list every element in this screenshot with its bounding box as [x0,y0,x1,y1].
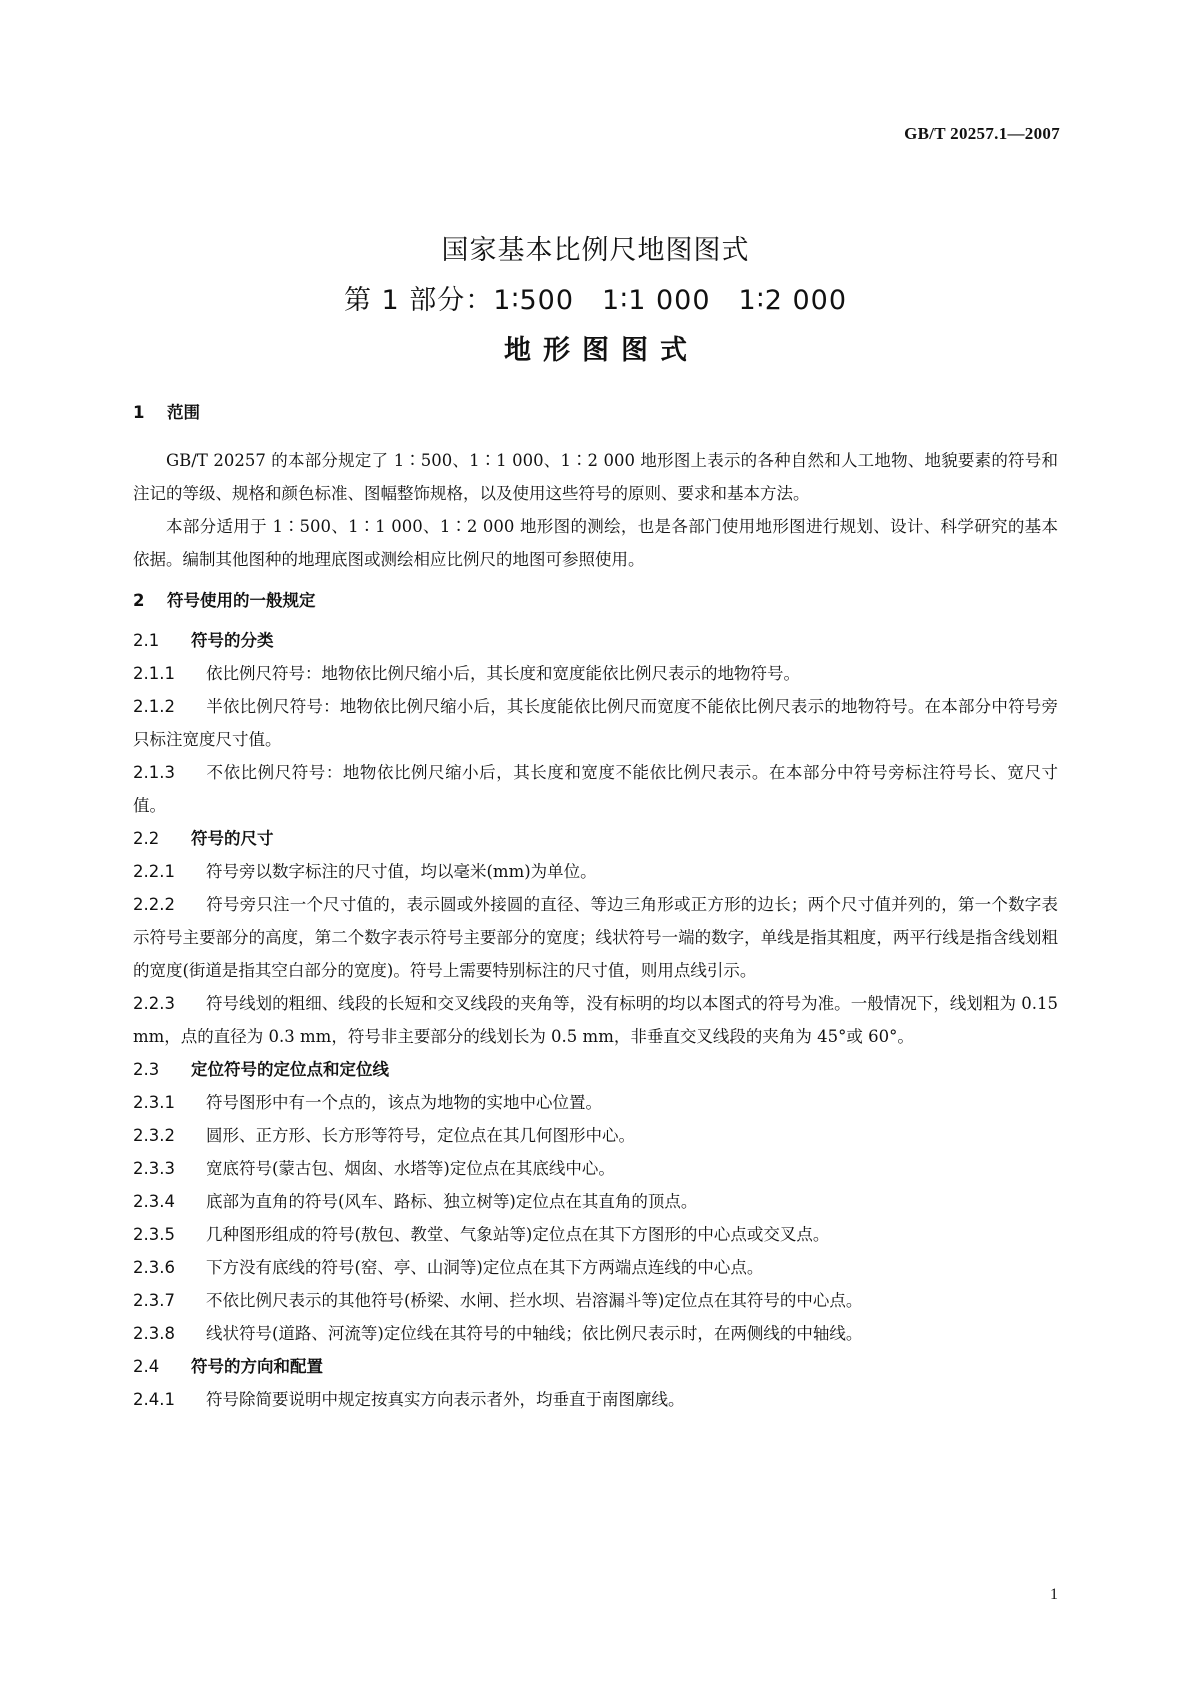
clause-text: 几种图形组成的符号(敖包、教堂、气象站等)定位点在其下方图形的中心点或交叉点。 [206,1225,830,1244]
subsection-heading [133,1053,1058,1086]
clause-item [133,888,1058,987]
section-2-number: 2 [133,591,145,610]
clause-item [133,1185,1058,1218]
subsection-title: 符号的分类 [191,631,274,650]
clause-item [133,1218,1058,1251]
clause-text: 底部为直角的符号(风车、路标、独立树等)定位点在其直角的顶点。 [206,1192,698,1211]
clause-number: 2.3.6 [133,1258,175,1277]
section-1-paragraph-1: GB/T 20257 的本部分规定了 1∶500、1∶1 000、1∶2 000 地形图上表示的各种自然和人工地物、地貌要素的符号和注记的等级、规格和颜色标准、图幅整饰规格，以及使用这些符号的原则、要求和基本方法。 [133,451,1058,503]
clause-number: 2.2.1 [133,862,175,881]
clause-number: 2.3.8 [133,1324,175,1343]
clause-text: 线状符号(道路、河流等)定位线在其符号的中轴线；依比例尺表示时，在两侧线的中轴线。 [206,1324,863,1343]
clause-text: 符号旁以数字标注的尺寸值，均以毫米(mm)为单位。 [206,862,597,881]
clause-number: 2.1.1 [133,664,175,683]
clause-item [133,1383,1058,1416]
clause-item [133,1251,1058,1284]
clause-number: 2.3.4 [133,1192,175,1211]
clause-item [133,1152,1058,1185]
clause-text: 宽底符号(蒙古包、烟囱、水塔等)定位点在其底线中心。 [206,1159,615,1178]
clause-number: 2.1.3 [133,763,175,782]
clause-item [133,1317,1058,1350]
clause-item [133,855,1058,888]
clause-text: 符号图形中有一个点的，该点为地物的实地中心位置。 [206,1093,602,1112]
clause-number: 2.3.5 [133,1225,175,1244]
section-2-heading [133,588,1058,614]
subsection-heading [133,1350,1058,1383]
clause-text: 不依比例尺表示的其他符号(桥梁、水闸、拦水坝、岩溶漏斗等)定位点在其符号的中心点。 [206,1291,863,1310]
title-line-2: 第 1 部分：1∶500 1∶1 000 1∶2 000 [343,285,848,316]
subsection-number: 2.3 [133,1060,160,1079]
clause-text: 圆形、正方形、长方形等符号，定位点在其几何图形中心。 [206,1126,635,1145]
clause-number: 2.2.3 [133,994,175,1013]
document-body [133,400,1058,1416]
clause-number: 2.3.7 [133,1291,175,1310]
subsection-title: 符号的尺寸 [191,829,274,848]
clause-item [133,690,1058,756]
clause-text: 依比例尺符号：地物依比例尺缩小后，其长度和宽度能依比例尺表示的地物符号。 [206,664,800,683]
clause-text: 不依比例尺符号：地物依比例尺缩小后，其长度和宽度不能依比例尺表示。在本部分中符号旁标注符号长、宽尺寸值。 [133,763,1058,815]
subsection-heading [133,822,1058,855]
clause-number: 2.3.3 [133,1159,175,1178]
standard-code: GB/T 20257.1—2007 [904,124,1060,143]
section-1-title: 范围 [167,403,200,422]
section-1-paragraph-2: 本部分适用于 1∶500、1∶1 000、1∶2 000 地形图的测绘，也是各部门使用地形图进行规划、设计、科学研究的基本依据。编制其他图种的地理底图或测绘相应比例尺的地图可参照使用。 [133,517,1058,569]
clause-number: 2.1.2 [133,697,175,716]
clause-item [133,1284,1058,1317]
section-2-title: 符号使用的一般规定 [167,591,316,610]
clause-item [133,1086,1058,1119]
subsection-title: 定位符号的定位点和定位线 [191,1060,389,1079]
clause-item [133,987,1058,1053]
page-number: 1 [1050,1586,1058,1603]
section-2-items [133,624,1058,1416]
clause-text: 半依比例尺符号：地物依比例尺缩小后，其长度能依比例尺而宽度不能依比例尺表示的地物符号。在本部分中符号旁只标注宽度尺寸值。 [133,697,1058,749]
subsection-title: 符号的方向和配置 [191,1357,323,1376]
clause-text: 符号旁只注一个尺寸值的，表示圆或外接圆的直径、等边三角形或正方形的边长；两个尺寸值并列的，第一个数字表示符号主要部分的高度，第二个数字表示符号主要部分的宽度；线状符号一端的数字，单线是指其粗度，两平行线是指含线划粗的宽度(街道是指其空白部分的宽度)。符号上需要特别标注的尺寸值，则用点线引示。 [133,895,1058,980]
subsection-heading [133,624,1058,657]
clause-number: 2.3.2 [133,1126,175,1145]
subsection-number: 2.2 [133,829,160,848]
section-1-heading [133,400,1058,426]
clause-number: 2.3.1 [133,1093,175,1112]
document-title [0,226,1191,376]
clause-text: 符号线划的粗细、线段的长短和交叉线段的夹角等，没有标明的均以本图式的符号为准。一般情况下，线划粗为 0.15 mm，点的直径为 0.3 mm，符号非主要部分的线划长为 0.5 mm，非垂直交叉线段的夹角为 45°或 60°。 [133,994,1058,1046]
section-1-number: 1 [133,403,145,422]
clause-text: 符号除简要说明中规定按真实方向表示者外，均垂直于南图廓线。 [206,1390,685,1409]
clause-text: 下方没有底线的符号(窑、亭、山洞等)定位点在其下方两端点连线的中心点。 [206,1258,764,1277]
subsection-number: 2.4 [133,1357,160,1376]
clause-item [133,756,1058,822]
clause-item [133,657,1058,690]
title-line-3: 地形图图式 [504,335,699,366]
clause-number: 2.4.1 [133,1390,175,1409]
title-line-1: 国家基本比例尺地图图式 [441,235,750,266]
clause-item [133,1119,1058,1152]
subsection-number: 2.1 [133,631,160,650]
clause-number: 2.2.2 [133,895,175,914]
